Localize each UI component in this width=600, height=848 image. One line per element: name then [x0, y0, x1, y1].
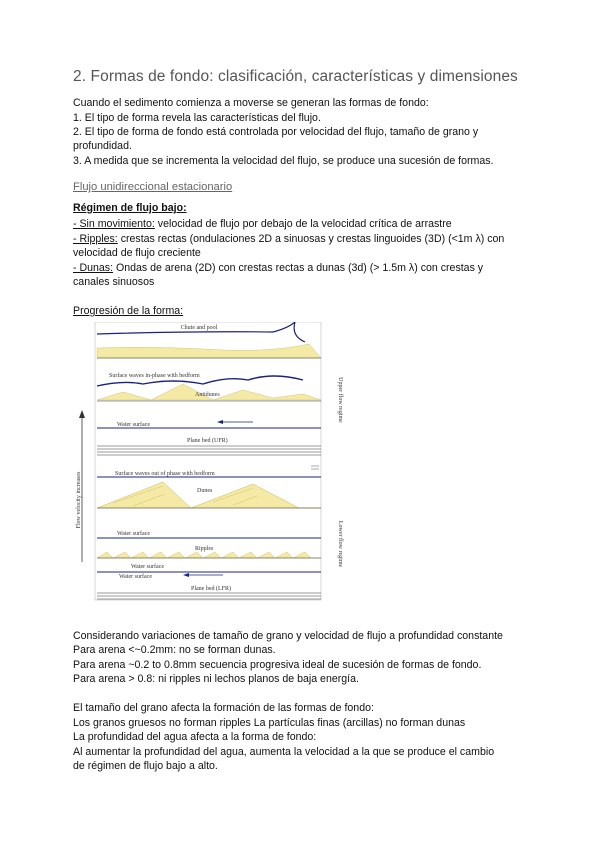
regime-title: Régimen de flujo bajo: — [73, 202, 187, 214]
paragraph2-line: Considerando variaciones de tamaño de grano y velocidad de flujo a profundidad constante — [73, 630, 503, 642]
plane-bed-upper-label: Plane bed (UFR) — [187, 438, 228, 444]
dunes-label: Dunes — [197, 488, 213, 494]
intro-line: profundidad. — [73, 140, 132, 152]
paragraph3-line: El tamaño del grano afecta la formación de las formas de fondo: — [73, 702, 374, 714]
bedform-progression-figure — [73, 322, 353, 602]
inphase-label: Surface waves in-phase with bedform — [109, 373, 200, 379]
regime-item — [73, 261, 533, 276]
regime-item — [73, 246, 533, 261]
regime-item — [73, 217, 533, 232]
regime-term: - Dunas: — [73, 262, 114, 274]
paragraph2-line: Para arena > 0.8: ni ripples ni lechos planos de baja energía. — [73, 673, 359, 685]
paragraph3-line: Los granos gruesos no forman ripples La partículas finas (arcillas) no forman dunas — [73, 717, 466, 729]
arrow-head-icon — [79, 410, 85, 418]
antidunes-label: Antidunes — [195, 392, 220, 398]
outphase-label: Surface waves out of phase with bedform — [115, 471, 215, 477]
water-surface-label: Water surface — [117, 422, 150, 428]
ripple-sand — [97, 552, 321, 558]
intro-line: Cuando el sedimento comienza a moverse se generan las formas de fondo: — [73, 97, 429, 109]
regime-text: canales sinuosos — [73, 276, 155, 288]
paragraph2-line: Para arena <~0.2mm: no se forman dunas. — [73, 644, 276, 656]
chute-label: Chute and pool — [180, 325, 218, 331]
chute-sand — [97, 344, 321, 358]
regime-item — [73, 232, 533, 247]
intro-line: 3. A medida que se incrementa la velocidad del flujo, se produce una sucesión de formas. — [73, 155, 494, 167]
dune-sand — [97, 482, 321, 508]
progression-label: Progresión de la forma: — [73, 305, 184, 317]
regime-term: - Sin movimiento: — [73, 218, 155, 230]
lower-regime-label: Lower flow regime — [337, 520, 343, 568]
flow-arrow-icon — [217, 420, 223, 424]
intro-line: 2. El tipo de forma de fondo está controlada por velocidad del flujo, tamaño de grano y — [73, 126, 479, 138]
subheading: Flujo unidireccional estacionario — [73, 181, 233, 193]
water-surface-label-2: Water surface — [131, 564, 164, 570]
paragraph2-line: Para arena ~0.2 to 0.8mm secuencia progresiva ideal de sucesión de formas de fondo. — [73, 659, 482, 671]
figure-frame — [95, 322, 321, 600]
regime-text: crestas rectas (ondulaciones 2D a sinuosas y crestas linguoides (3D) (<1m λ) con — [117, 233, 505, 245]
axis-label: Flow velocity increases — [76, 471, 82, 529]
upper-regime-label: Upper flow regime — [337, 377, 343, 423]
regime-text: velocidad de flujo creciente — [73, 247, 201, 259]
paragraph3-line: de régimen de flujo bajo a alto. — [73, 760, 218, 772]
regime-text: velocidad de flujo por debajo de la velocidad crítica de arrastre — [154, 218, 452, 230]
water-surface-label-3: Water surface — [119, 574, 152, 580]
paragraph3-line: Al aumentar la profundidad del agua, aumenta la velocidad a la que se produce el cambio — [73, 746, 495, 758]
ripples-label: Ripples — [195, 546, 214, 552]
regime-item — [73, 275, 533, 290]
plane-bed-lower-label: Plane bed (LFR) — [191, 586, 231, 592]
regime-text: Ondas de arena (2D) con crestas rectas a dunas (3d) (> 1.5m λ) con crestas y — [113, 262, 484, 274]
ripple-water-label: Water surface — [117, 531, 150, 537]
intro-line: 1. El tipo de forma revela las características del flujo. — [73, 112, 321, 124]
regime-term: - Ripples: — [73, 233, 118, 245]
flow-arrow-icon-2 — [183, 573, 189, 577]
section-heading: 2. Formas de fondo: clasificación, características y dimensiones — [73, 68, 518, 85]
paragraph3-line: La profundidad del agua afecta a la forma de fondo: — [73, 731, 317, 743]
